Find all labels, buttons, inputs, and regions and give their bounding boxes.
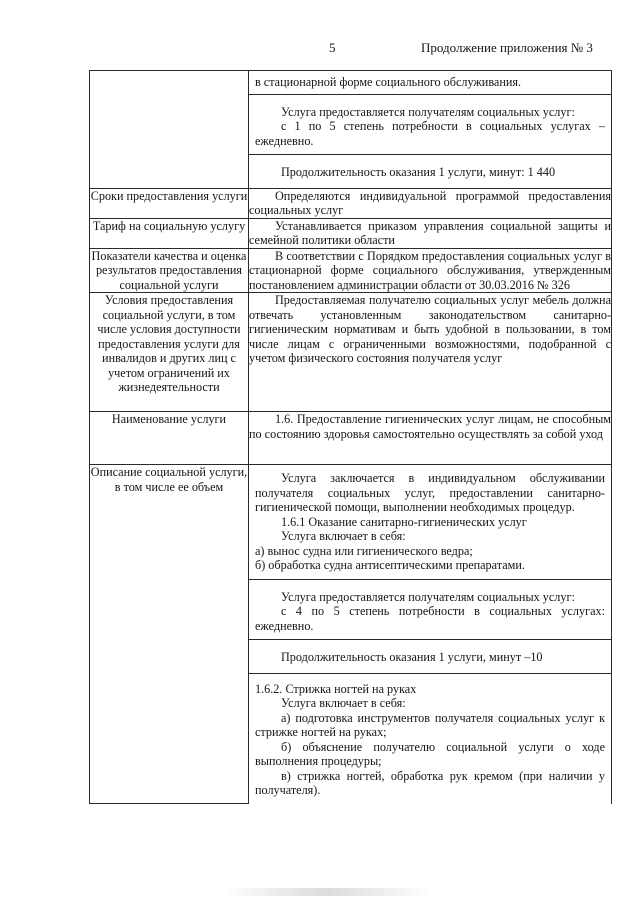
text-segment bbox=[249, 71, 611, 95]
table-row bbox=[90, 188, 612, 218]
paragraph: Услуга включает в себя: bbox=[281, 696, 406, 710]
table-row bbox=[90, 248, 612, 293]
paragraph: 1.6.1 Оказание санитарно-гигиенических услуг bbox=[281, 514, 527, 529]
paragraph: 1.6. Предоставление гигиенических услуг лицам, не способным по состоянию здоровья самостоятельно осуществлять за собой уход bbox=[249, 412, 611, 441]
row-label-cell: Условия предоставления социальной услуги, в том числе условия доступности предоставления услуги для инвалидов и других лиц с учетом ограничений их жизнедеятельности bbox=[90, 293, 249, 412]
row-label-cell: Описание социальной услуги, в том числе ее объем bbox=[90, 465, 249, 804]
row-content-cell bbox=[249, 248, 612, 293]
row-content-cell bbox=[249, 412, 612, 465]
paragraph: в стационарной форме социального обслуживания. bbox=[255, 75, 522, 89]
paragraph: Определяются индивидуальной программой предоставления социальных услуг bbox=[249, 188, 611, 217]
row-label-cell: Наименование услуги bbox=[90, 412, 249, 465]
text-segment bbox=[249, 580, 611, 641]
paragraph: Услуга заключается в индивидуальном обслуживании получателя социальных услуг, предоставлении санитарно-гигиенической помощи, выполнении необходимых процедур. bbox=[255, 471, 605, 514]
text-segment bbox=[249, 674, 611, 804]
paragraph: Услуга предоставляется получателям социальных услуг: bbox=[281, 589, 575, 604]
paragraph: Продолжительность оказания 1 услуги, минут –10 bbox=[281, 650, 543, 664]
row-content-cell bbox=[249, 465, 612, 804]
row-content-cell bbox=[249, 71, 612, 189]
text-segment bbox=[249, 95, 611, 156]
row-label-cell: Тариф на социальную услугу bbox=[90, 218, 249, 248]
paragraph: Устанавливается приказом управления социальной защиты и семейной политики области bbox=[249, 218, 611, 247]
paragraph: б) обработка судна антисептическими препаратами. bbox=[255, 558, 525, 572]
paragraph: Предоставляемая получателю социальных услуг мебель должна отвечать установленным законодательством санитарно-гигиеническим нормативам и быть удобной в пользовании, в том числе лицам с ограниченными возможностями, подобранной с учетом физического состояния получателя услуг bbox=[249, 293, 611, 365]
row-content-cell bbox=[249, 188, 612, 218]
paragraph: с 4 по 5 степень потребности в социальных услугах: ежедневно. bbox=[255, 604, 605, 633]
row-label-cell bbox=[90, 71, 249, 189]
paragraph: а) вынос судна или гигиенического ведра; bbox=[255, 543, 473, 558]
text-segment bbox=[249, 465, 611, 580]
scan-artifact bbox=[222, 888, 432, 896]
table-row bbox=[90, 465, 612, 804]
row-content-cell bbox=[249, 293, 612, 412]
row-content-cell bbox=[249, 218, 612, 248]
paragraph: с 1 по 5 степень потребности в социальных услугах – ежедневно. bbox=[255, 119, 605, 148]
continuation-header: Продолжение приложения № 3 bbox=[421, 40, 593, 55]
paragraph: Продолжительность оказания 1 услуги, минут: 1 440 bbox=[281, 165, 556, 179]
paragraph: Услуга включает в себя: bbox=[281, 529, 406, 543]
paragraph: в) стрижка ногтей, обработка рук кремом (при наличии у получателя). bbox=[255, 768, 605, 797]
paragraph: Услуга предоставляется получателям социальных услуг: bbox=[281, 104, 575, 119]
text-segment bbox=[249, 155, 611, 188]
table-row bbox=[90, 218, 612, 248]
row-label-cell: Сроки предоставления услуги bbox=[90, 188, 249, 218]
paragraph: б) объяснение получателю социальной услуги о ходе выполнения процедуры; bbox=[255, 739, 605, 768]
paragraph: В соответствии с Порядком предоставления социальных услуг в стационарной форме социального обслуживания, утвержденным постановлением администрации области от 30.03.2016 № 326 bbox=[249, 248, 611, 292]
page-number: 5 bbox=[329, 40, 336, 55]
services-table bbox=[89, 70, 612, 804]
paragraph: 1.6.2. Стрижка ногтей на руках bbox=[255, 681, 417, 696]
table-row bbox=[90, 293, 612, 412]
table-row bbox=[90, 412, 612, 465]
paragraph: а) подготовка инструментов получателя социальных услуг к стрижке ногтей на руках; bbox=[255, 710, 605, 739]
text-segment bbox=[249, 640, 611, 674]
row-label-cell: Показатели качества и оценка результатов предоставления социальной услуги bbox=[90, 248, 249, 293]
table-row bbox=[90, 71, 612, 189]
